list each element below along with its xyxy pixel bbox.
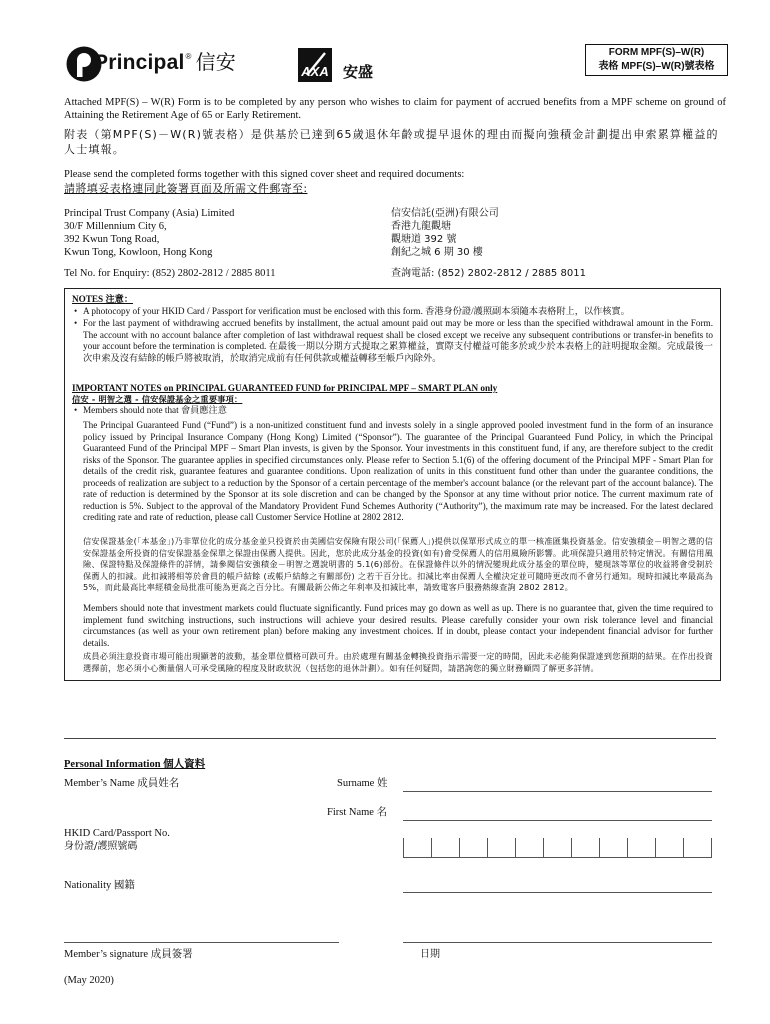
- address-zh-line: 香港九龍觀塘: [391, 221, 451, 232]
- address-zh-line: 觀塘道 392 號: [391, 234, 457, 245]
- axa-logo-icon: [298, 48, 332, 82]
- svg-text:AXA: AXA: [301, 64, 329, 79]
- principal-logo-text: Principal® 信安: [94, 51, 237, 74]
- address-en-line: 392 Kwun Tong Road,: [64, 234, 160, 245]
- surname-field[interactable]: [403, 791, 712, 792]
- intro-text-en: Attached MPF(S) – W(R) Form is to be completed by any person who wishes to claim for payment of accrued benefits from a MPF scheme on ground of Attaining the Retirement Age of 65 or Early Retirement.: [64, 97, 726, 121]
- hkid-box-divider: [459, 838, 460, 858]
- hkid-box-divider: [403, 838, 404, 858]
- send-instruction-en: Please send the completed forms together with this signed cover sheet and required documents:: [64, 169, 465, 180]
- member-name-label: Member’s Name 成員姓名: [64, 778, 180, 789]
- form-code-en: FORM MPF(S)–W(R): [608, 47, 705, 58]
- notes-item: • A photocopy of your HKID Card / Passport for verification must be enclosed with this form. 香港身份證/護照副本須隨本表格附上，以作核實。: [83, 306, 713, 318]
- nationality-field[interactable]: [403, 892, 712, 893]
- address-en: [64, 207, 234, 259]
- address-en-line: Kwun Tong, Kowloon, Hong Kong: [64, 247, 213, 258]
- address-en-line: Principal Trust Company (Asia) Limited: [64, 208, 235, 219]
- hkid-box-divider: [571, 838, 572, 858]
- send-instruction-zh: 請將填妥表格連同此簽署頁面及所需文件郵寄至:: [64, 182, 308, 195]
- hkid-label-zh: 身份證/護照號碼: [64, 841, 138, 852]
- hkid-box-divider: [431, 838, 432, 858]
- axa-chinese-name: 安盛: [343, 63, 374, 81]
- address-en-line: 30/F Millennium City 6,: [64, 221, 167, 232]
- address-zh: [391, 207, 499, 259]
- notes-heading: NOTES 注意：: [72, 294, 134, 304]
- market-risk-paragraph-zh: 成員必須注意投資市場可能出現顯著的波動，基金單位價格可跌可升。由於處理有關基金轉換投資指示需要一定的時間，因此未必能夠保證達到您預期的結果。在作出投資選擇前，您必須小心衡量個人可承受風險的程度及財政狀況（包括您的退休計劃）。如有任何疑問，請諮詢您的獨立財務顧問了解更多詳情。: [83, 651, 713, 673]
- enquiry-phone-zh: 查詢電話: (852) 2802-2812 / 2885 8011: [391, 268, 586, 279]
- guaranteed-fund-paragraph-zh: 信安保證基金(「本基金」)乃非單位化的成分基金並只投資於由美國信安保險有限公司(「保薦人」)提供以保單形式成立的單一核准匯集投資基金。信安強積金－明智之選的信安保證基金所投資的信安保證基金保單之保證由保薦人提供。因此，您於此成分基金的投資(如有)會受保薦人的信用風險所影響。此項保證只適用於特定情況。有關信用風險、保證特點及保證條件的詳情，請參閱信安強積金－明智之選說明書的 5.1(6)部份。在保證條件以外的情況變現此成分基金的單位時，變現該等單位的收益將會受制於保薦人的扣減。此扣減將相等於會員的帳戶結餘 (或帳戶結餘之有關部份) 之若干百分比。扣減比率由保薦人全權決定並可隨時更改而不會另行通知。現時扣減比率最高為5%，而此最高比率經積金局批准可能為更高之百分比。有關最新公佈之年利率及扣減比率，請致電客戶服務熱線查詢 2802 2812。: [83, 536, 713, 592]
- principal-logo-zh: 信安: [195, 52, 237, 74]
- hkid-box-divider: [627, 838, 628, 858]
- form-version-date: (May 2020): [64, 975, 114, 986]
- hkid-box-divider: [487, 838, 488, 858]
- date-field[interactable]: [403, 942, 712, 943]
- hkid-box-divider: [599, 838, 600, 858]
- personal-info-heading: Personal Information 個人資料: [64, 759, 206, 770]
- first-name-label: First Name 名: [327, 807, 388, 818]
- hkid-box-divider: [655, 838, 656, 858]
- intro-text-zh: 附表（第MPF(S)－W(R)號表格）是供基於已達到65歲退休年齡或提早退休的理由而擬向強積金計劃提出申索累算權益的人士填報。: [64, 128, 719, 156]
- important-notes-heading-zh: 信安 - 明智之選 - 信安保證基金之重要事項：: [72, 394, 243, 404]
- nationality-label: Nationality 國籍: [64, 880, 135, 891]
- notes-box: [64, 288, 721, 681]
- hkid-box-divider: [711, 838, 712, 858]
- form-code-box: [585, 44, 728, 76]
- notes-item: • For the last payment of withdrawing accrued benefits by installment, the actual amount paid out may be more or less than the specified withdrawal amount in the Form. The account with no account balance after completion of last withdrawal request shall be closed except we receive any subsequent contributions or transfer-in benefits to your account before the termination is completed. 在最後一期以分期方式提取之累算權益，實際支付權益可能多於或少於本表格上的註明提取金額。完成最後一次申索及沒有結餘的帳戶將被取消，於取消完成前有任何供款或權益轉移至帳戶內除外。: [83, 318, 713, 364]
- important-notes-heading-en: IMPORTANT NOTES on PRINCIPAL GUARANTEED FUND for PRINCIPAL MPF – SMART PLAN only: [72, 383, 498, 393]
- form-code-zh: 表格 MPF(S)–W(R)號表格: [598, 61, 715, 72]
- hkid-box-divider: [515, 838, 516, 858]
- address-zh-line: 信安信託(亞洲)有限公司: [391, 208, 499, 219]
- date-label: 日期: [420, 949, 440, 960]
- section-divider: [64, 738, 716, 739]
- hkid-box-divider: [543, 838, 544, 858]
- guaranteed-fund-paragraph-en: The Principal Guaranteed Fund (“Fund”) is a non-unitized constituent fund and invests solely in a single approved pooled investment fund in the form of an insurance policy issued by Principal Insurance Company (Hong Kong) Limited (“Sponsor”). The guarantee of the Principal Guaranteed Fund Policy, in which the Principal Guaranteed Fund of the Principal MPF – Smart Plan invests, is given by the Sponsor. Your investments in this constituent fund, if any, are therefore subject to the credit risks of the Sponsor. The guarantee applies in specified circumstances only. Please refer to Section 5.1(6) of the offering document of the Principal MPF - Smart Plan for details of the credit risk, guarantee features and guarantee conditions. Upon realization of units in this constituent fund other than under the guarantee conditions, the proceeds of realization are subject to a reduction by the Sponsor of a certain percentage of the member's account balance (or the relevant part of the account balance). The rate of reduction is determined by the Sponsor at its sole discretion and can be changed by the Sponsor at any time without prior notice. The current maximum rate of reduction is 5%. Subject to the approval of the Mandatory Provident Fund Schemes Authority (“Authority”), the maximum rate may be increased. For the latest declared crediting rate and rate of reduction, please call Customer Service Hotline at 2802 2812.: [83, 420, 713, 522]
- first-name-field[interactable]: [403, 820, 712, 821]
- address-zh-line: 創紀之城 6 期 30 樓: [391, 247, 483, 258]
- members-should-note: • Members should note that 會員應注意: [83, 405, 227, 417]
- market-risk-paragraph-en: Members should note that investment markets could fluctuate significantly. Fund prices may go down as well as up. There is no guarantee that, given the time required to implement fund switching instructions, such instructions will achieve your desired results. Please carefully consider your own risk tolerance level and financial circumstances (as well as your own retirement plan) before making any investment choices. If in doubt, please contact your independent financial advisor for further details.: [83, 603, 713, 648]
- hkid-passport-field[interactable]: [403, 838, 712, 858]
- member-signature-label: Member’s signature 成員簽署: [64, 949, 193, 960]
- surname-label: Surname 姓: [337, 778, 388, 789]
- hkid-label-en: HKID Card/Passport No.: [64, 828, 170, 839]
- member-signature-field[interactable]: [64, 942, 339, 943]
- hkid-box-divider: [683, 838, 684, 858]
- enquiry-phone-en: Tel No. for Enquiry: (852) 2802-2812 / 2885 8011: [64, 268, 276, 279]
